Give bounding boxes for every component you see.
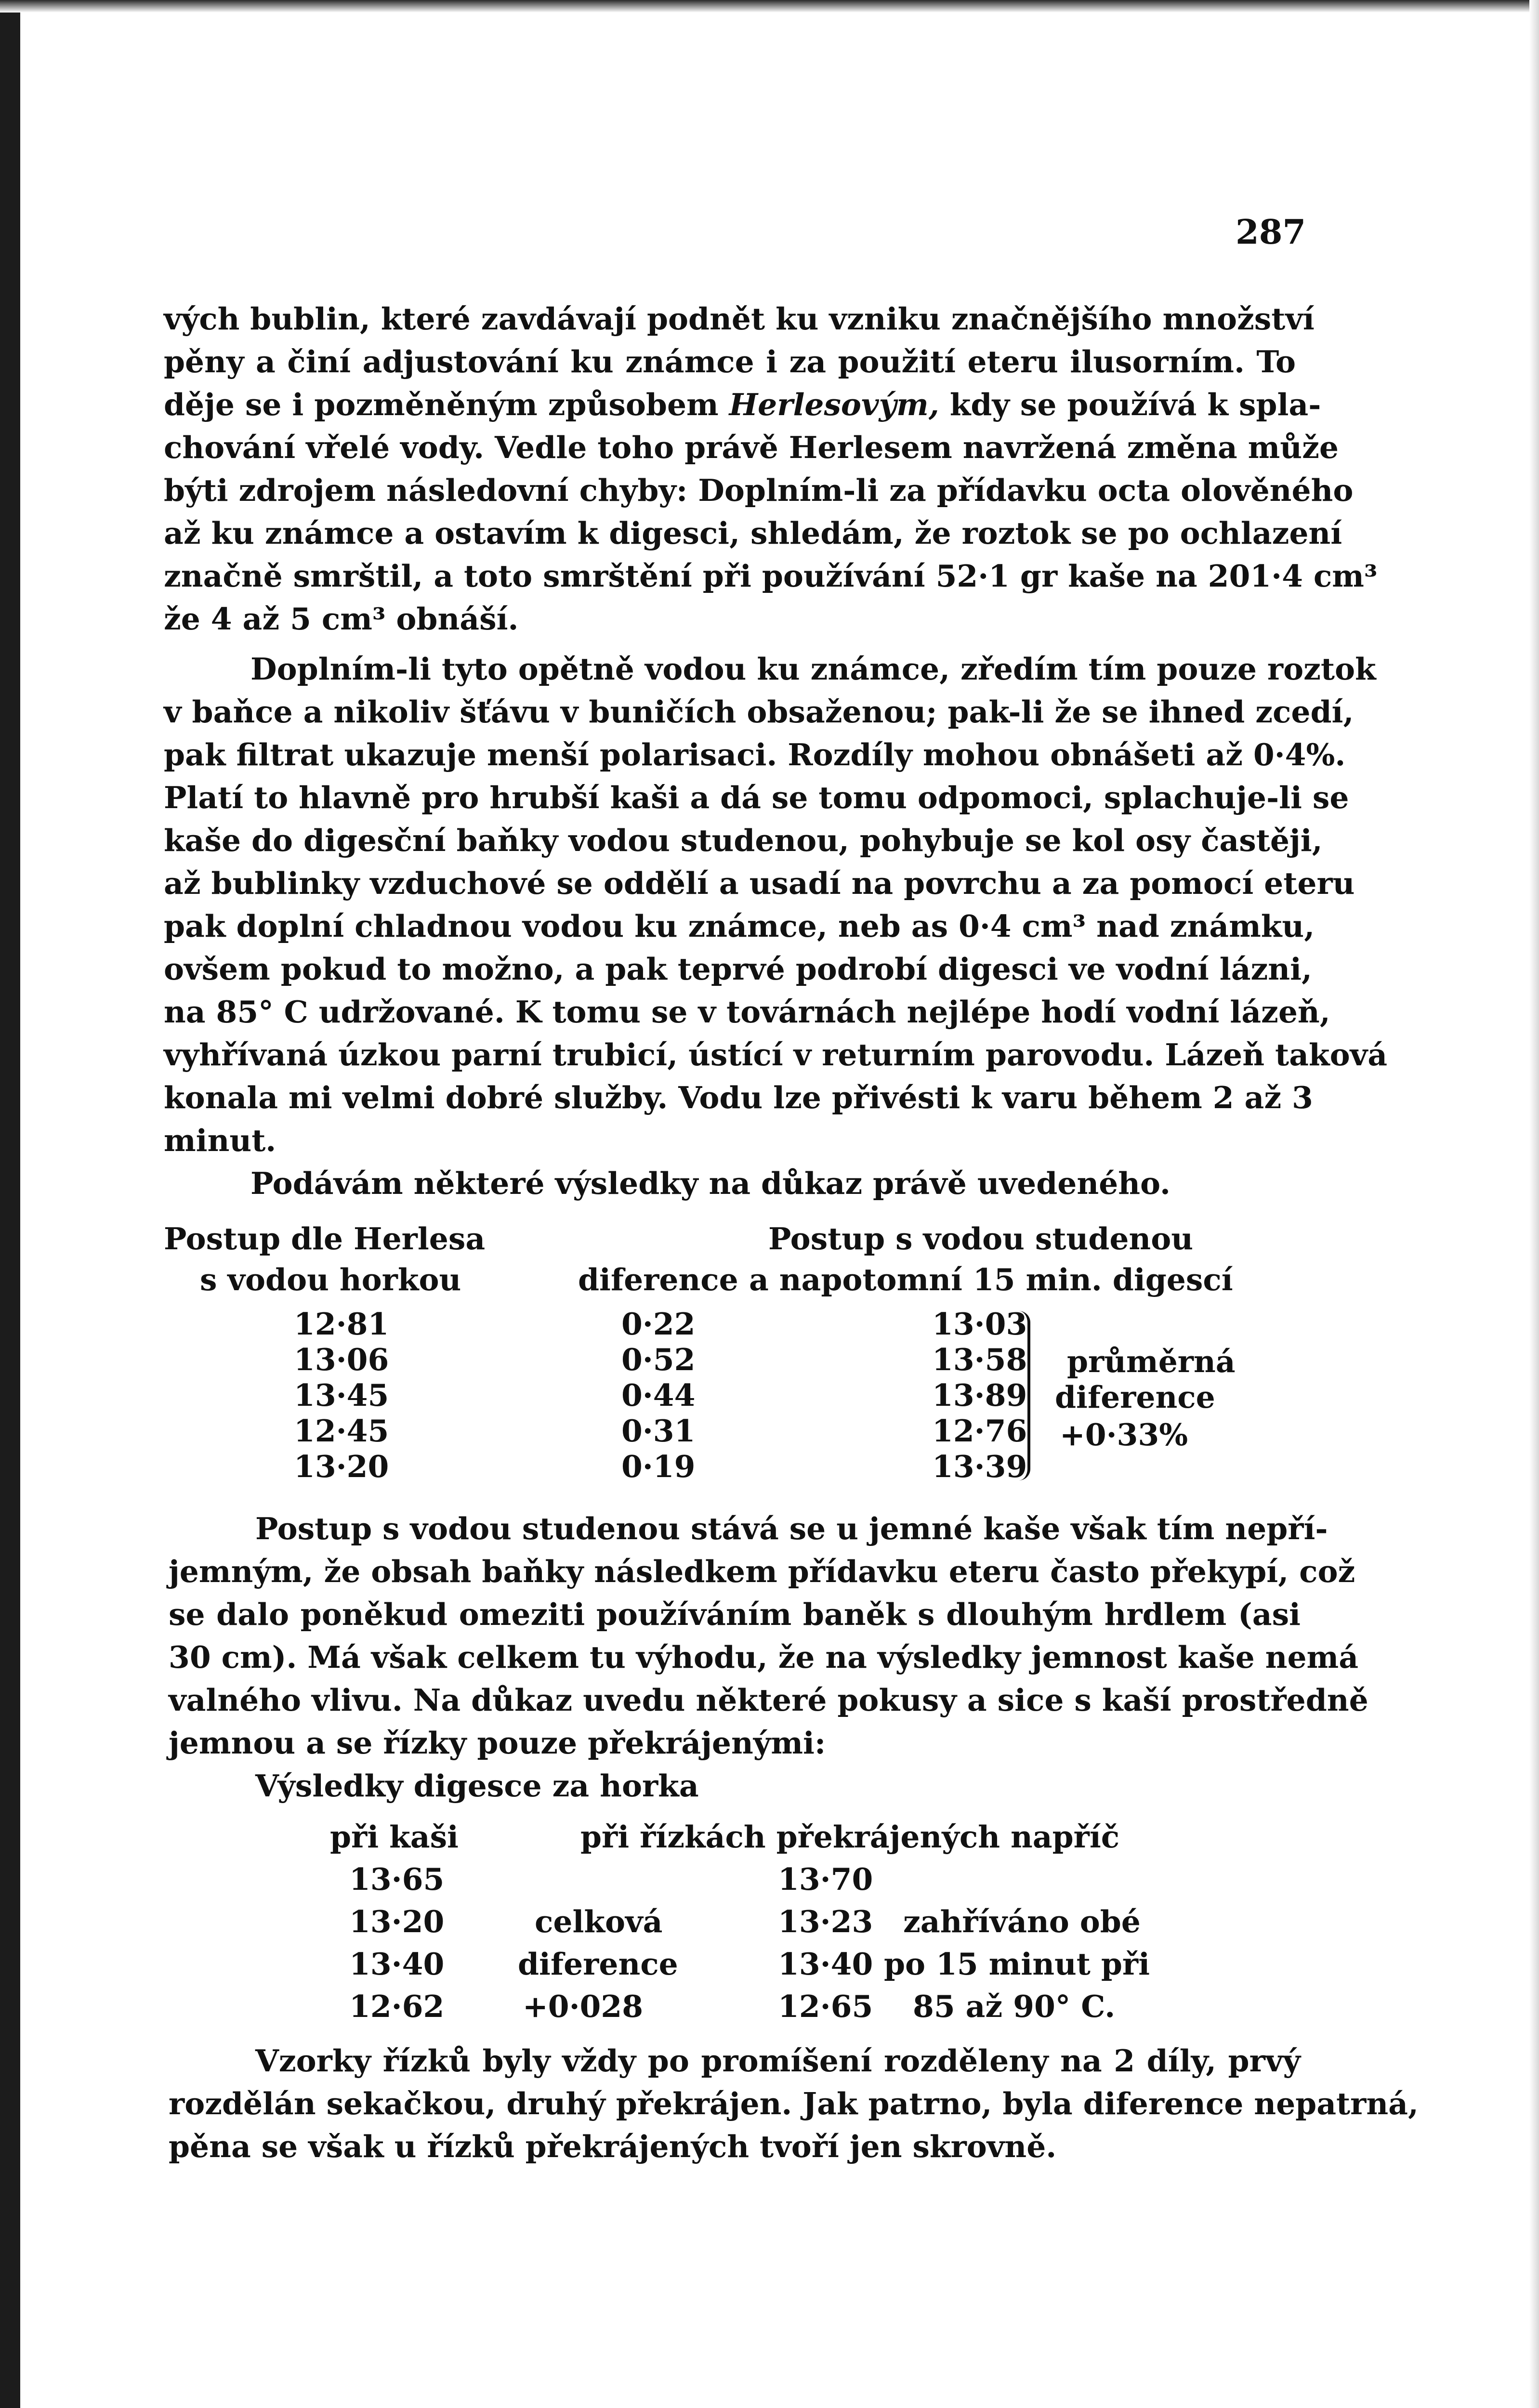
- table-1-col1-subheader: s vodou horkou: [200, 1262, 461, 1297]
- table-2-cell: 13·40: [349, 1946, 445, 1982]
- table-1-col3-subheader: a napotomní 15 min. digescí: [749, 1262, 1233, 1297]
- paragraph-2: [164, 648, 1388, 1205]
- text-line: ovšem pokud to možno, a pak teprvé podrobí digesci ve vodní lázni,: [164, 951, 1312, 987]
- text-line: rozdělán sekačkou, druhý překrájen. Jak patrno, byla diference nepatrná,: [169, 2086, 1419, 2121]
- table-1-cell: 13·89: [932, 1377, 1027, 1413]
- text-line: až ku známce a ostavím k digesci, shledám, že roztok se po ochlazení: [164, 515, 1342, 551]
- table-1-col2-header: diference: [578, 1262, 738, 1297]
- text-line: vých bublin, které zavdávají podnět ku vzniku značnějšího množství: [164, 301, 1315, 337]
- text-line: jemnou a se řízky pouze překrájenými:: [169, 1725, 826, 1761]
- table-2-cell: 12·65: [778, 1989, 873, 2024]
- text-line: na 85° C udržované. K tomu se v továrnách nejlépe hodí vodní lázeň,: [164, 994, 1330, 1030]
- table-2-cell: 12·62: [349, 1989, 445, 2024]
- table-1-note: +0·33%: [1060, 1417, 1188, 1453]
- text-line: pěny a činí adjustování ku známce i za použití eteru ilusorním. To: [164, 344, 1296, 380]
- table-1-cell: 12·76: [932, 1413, 1027, 1449]
- table-1-cell: 12·81: [294, 1306, 389, 1342]
- table-1-intro: Podávám některé výsledky na důkaz právě uvedeného.: [250, 1165, 1171, 1201]
- table-1-cell: 0·31: [621, 1413, 696, 1449]
- text-line: se dalo poněkud omeziti používáním baněk s dlouhým hrdlem (asi: [169, 1597, 1301, 1632]
- table-2-cell: 13·70: [778, 1861, 873, 1897]
- table-1-cell: 0·44: [621, 1377, 696, 1413]
- table-2-mid-label: diference: [518, 1946, 678, 1982]
- table-2-col2-header: při řízkách překrájených napříč: [580, 1819, 1120, 1855]
- table-1-cell: 0·52: [621, 1342, 696, 1377]
- table-1-note: průměrná: [1067, 1344, 1236, 1379]
- text-line: značně smrštil, a toto smrštění při používání 52·1 gr kaše na 201·4 cm³: [164, 558, 1378, 594]
- text-line: chování vřelé vody. Vedle toho právě Herlesem navržená změna může: [164, 430, 1339, 465]
- scan-edge-top: [0, 0, 1539, 13]
- table-2-mid-label: celková: [535, 1904, 663, 1939]
- text-line: minut.: [164, 1123, 276, 1158]
- page-number: 287: [1236, 212, 1306, 252]
- text-line: děje se i pozměněným způsobem Herlesovým, kdy se používá k spla-: [164, 387, 1321, 422]
- scan-edge-right: [1529, 0, 1539, 2408]
- table-1-cell: 13·58: [932, 1342, 1027, 1377]
- text-line: až bublinky vzduchové se oddělí a usadí na povrchu a za pomocí eteru: [164, 865, 1355, 901]
- table-1-note: diference: [1055, 1379, 1215, 1415]
- paragraph-4: [169, 2040, 1419, 2168]
- table-2-note: po 15 minut při: [884, 1946, 1150, 1982]
- table-1-cell: 12·45: [294, 1413, 389, 1449]
- table-1-col3-header: Postup s vodou studenou: [768, 1221, 1194, 1256]
- text-line: Platí to hlavně pro hrubší kaši a dá se tomu odpomoci, splachuje-li se: [164, 780, 1349, 815]
- text-line: jemným, že obsah baňky následkem přídavku eteru často překypí, což: [169, 1554, 1355, 1589]
- table-2-col1-header: při kaši: [330, 1819, 459, 1855]
- text-line: konala mi velmi dobré služby. Vodu lze přivésti k varu během 2 až 3: [164, 1080, 1313, 1115]
- table-1-cell: 13·06: [294, 1342, 389, 1377]
- table-2-intro: Výsledky digesce za horka: [255, 1768, 699, 1804]
- author-name: Herlesovým,: [729, 387, 939, 422]
- table-1-cell: 0·19: [621, 1449, 696, 1484]
- text-line: Postup s vodou studenou stává se u jemné kaše však tím nepří-: [255, 1511, 1328, 1546]
- paragraph-1: [164, 298, 1378, 641]
- text-line: kaše do digesční baňky vodou studenou, pohybuje se kol osy častěji,: [164, 823, 1323, 858]
- table-1-col1-header: Postup dle Herlesa: [164, 1221, 486, 1256]
- table-2-mid-value: +0·028: [523, 1989, 644, 2024]
- text-line: pak filtrat ukazuje menší polarisaci. Rozdíly mohou obnášeti až 0·4%.: [164, 737, 1346, 772]
- table-1-cell: 13·20: [294, 1449, 389, 1484]
- table-2-cell: 13·65: [349, 1861, 445, 1897]
- table-1-cell: 13·39: [932, 1449, 1027, 1484]
- text-line: 30 cm). Má však celkem tu výhodu, že na výsledky jemnost kaše nemá: [169, 1639, 1359, 1675]
- brace-icon: [1019, 1311, 1030, 1480]
- table-2-cell: 13·20: [349, 1904, 445, 1939]
- text-line: v baňce a nikoliv šťávu v buničích obsaženou; pak-li že se ihned zcedí,: [164, 694, 1354, 730]
- table-2-cell: 13·23: [778, 1904, 873, 1939]
- text-line: Vzorky řízků byly vždy po promíšení rozděleny na 2 díly, prvý: [255, 2043, 1301, 2079]
- text-line: pak doplní chladnou vodou ku známce, neb as 0·4 cm³ nad známku,: [164, 908, 1315, 944]
- table-1-cell: 0·22: [621, 1306, 696, 1342]
- text-line: Doplním-li tyto opětně vodou ku známce, zředím tím pouze roztok: [250, 651, 1376, 687]
- text-line: pěna se však u řízků překrájených tvoří jen skrovně.: [169, 2129, 1057, 2164]
- table-2-cell: 13·40: [778, 1946, 873, 1982]
- table-2-note: zahříváno obé: [903, 1904, 1141, 1939]
- text-line: valného vlivu. Na důkaz uvedu některé pokusy a sice s kaší prostředně: [169, 1682, 1368, 1718]
- text-line: býti zdrojem následovní chyby: Doplním-li za přídavku octa olověného: [164, 472, 1354, 508]
- text-line: vyhřívaná úzkou parní trubicí, ústící v returním parovodu. Lázeň taková: [164, 1037, 1388, 1073]
- table-1-cell: 13·45: [294, 1377, 389, 1413]
- table-2-note: 85 až 90° C.: [913, 1989, 1116, 2024]
- table-1-cell: 13·03: [932, 1306, 1027, 1342]
- text-line: že 4 až 5 cm³ obnáší.: [164, 601, 519, 637]
- paragraph-3: [169, 1507, 1368, 1807]
- scan-edge-left: [0, 0, 20, 2408]
